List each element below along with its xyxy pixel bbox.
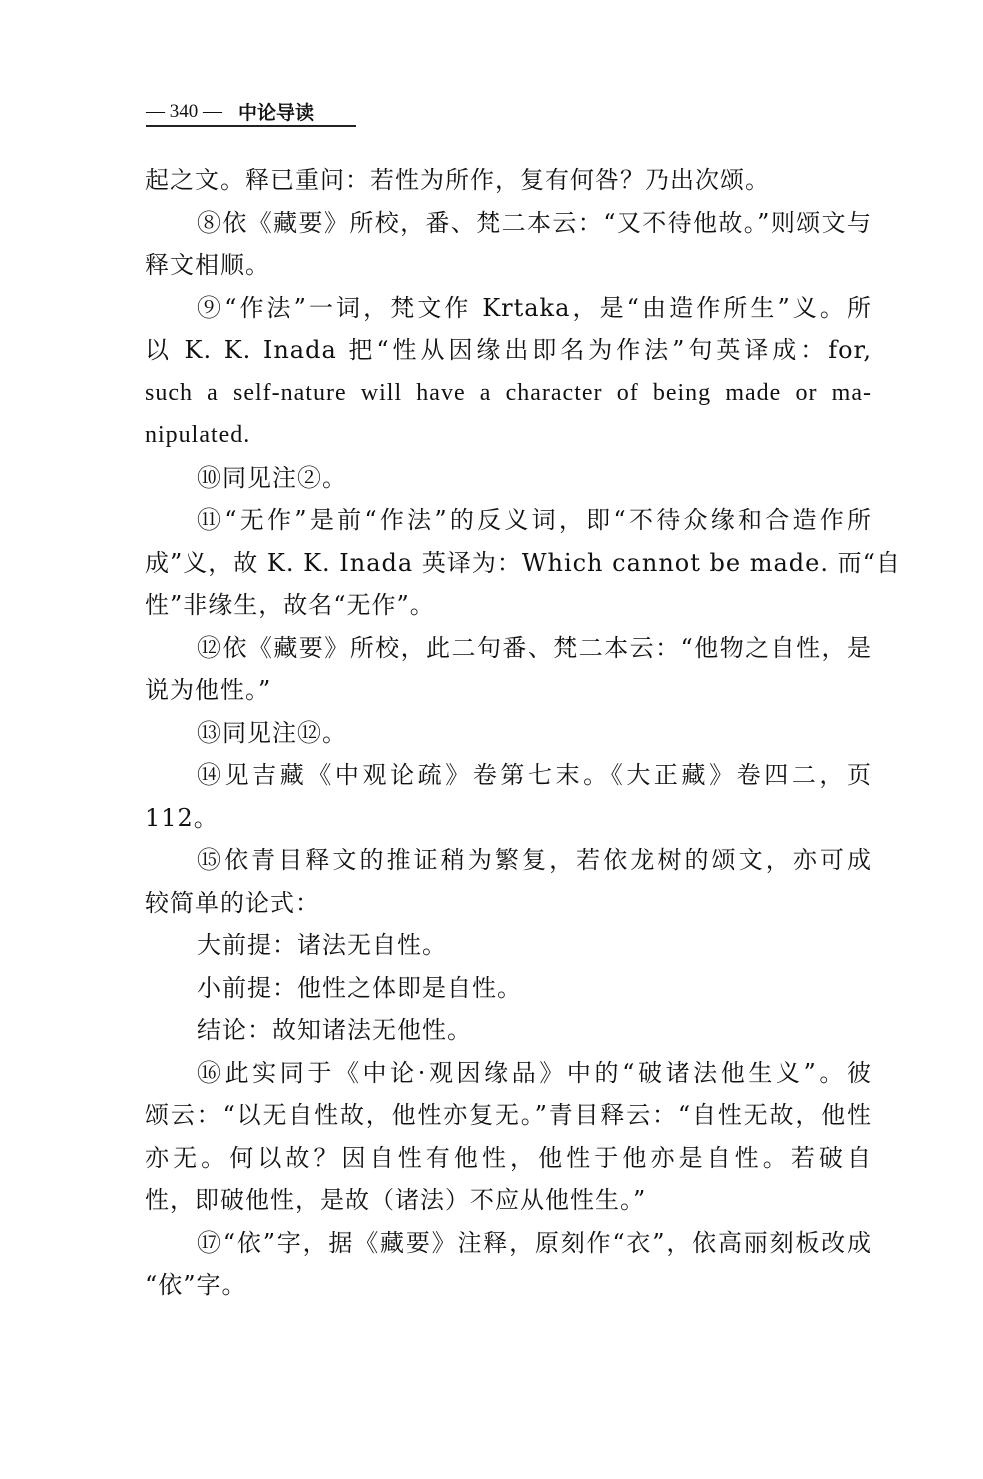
text-line: 小前提：他性之体即是自性。 [197, 973, 522, 1002]
text-line: 释文相顺。 [145, 251, 270, 279]
footnote-paragraph [145, 627, 872, 712]
footnote-paragraph [145, 1009, 872, 1052]
text-line: 性”非缘生，故名“无作”。 [145, 591, 435, 619]
text-line: 以 K. K. Inada 把“性从因缘出即名为作法”句英译成：for, [145, 336, 872, 364]
text-line: ⑨“作法”一词，梵文作 Krtaka，是“由造作所生”义。所 [197, 293, 872, 322]
page-number: — 340 — [146, 100, 222, 122]
footnote-paragraph [145, 499, 901, 627]
text-line: 亦无。何以故？因自性有他性，他性于他亦是自性。若破自 [145, 1143, 872, 1172]
footnote-paragraph [145, 287, 872, 457]
text-line: ⑰“依”字，据《藏要》注释，原刻作“衣”，依高丽刻板改成 [197, 1228, 872, 1257]
text-line: ⑩同见注②。 [197, 463, 347, 492]
text-line: 大前提：诸法无自性。 [197, 931, 447, 959]
text-line: 性，即破他性，是故（诸法）不应从他性生。” [145, 1186, 647, 1214]
footnote-paragraph [145, 159, 872, 202]
text-line: ⑬同见注⑫。 [197, 718, 347, 747]
footnote-paragraph [145, 712, 872, 755]
book-title: 中论导读 [238, 102, 315, 124]
text-line: ⑪“无作”是前“作法”的反义词，即“不待众缘和合造作所 [197, 506, 872, 534]
footnote-paragraph [145, 1052, 872, 1222]
footnote-paragraph [145, 924, 872, 967]
text-line: ⑯此实同于《中论·观因缘品》中的“破诸法他生义”。彼 [197, 1058, 872, 1087]
footnote-paragraph [145, 967, 872, 1010]
text-line: ⑮依青目释文的推证稍为繁复，若依龙树的颂文，亦可成 [197, 846, 872, 874]
text-line: 起之文。释已重问：若性为所作，复有何咎？乃出次颂。 [145, 166, 770, 194]
page-body [145, 159, 901, 1307]
text-line: ⑭见吉藏《中观论疏》卷第七末。《大正藏》卷四二，页 [197, 761, 872, 789]
text-line: 结论：故知诸法无他性。 [197, 1016, 472, 1044]
footnote-paragraph [145, 1222, 872, 1307]
text-line: 较简单的论式： [145, 888, 320, 917]
footnote-paragraph [145, 457, 872, 500]
text-line: such a self-nature will have a character of being made or ma- [145, 379, 872, 406]
footnote-paragraph [145, 839, 872, 924]
footnote-paragraph [145, 754, 872, 839]
text-line: ⑫依《藏要》所校，此二句番、梵二本云：“他物之自性，是 [197, 633, 872, 662]
text-line: 说为他性。” [145, 676, 272, 704]
text-line: nipulated. [145, 422, 251, 448]
text-line: “依”字。 [145, 1271, 247, 1299]
text-line: ⑧依《藏要》所校，番、梵二本云：“又不待他故。”则颂文与 [197, 208, 872, 237]
text-line: 颂云：“以无自性故，他性亦复无。”青目释云：“自性无故，他性 [145, 1101, 872, 1129]
text-line: 成”义，故 K. K. Inada 英译为：Which cannot be made. 而“自 [145, 548, 901, 577]
text-line: 112。 [145, 803, 219, 832]
footnote-paragraph [145, 202, 872, 287]
running-header [146, 98, 356, 127]
